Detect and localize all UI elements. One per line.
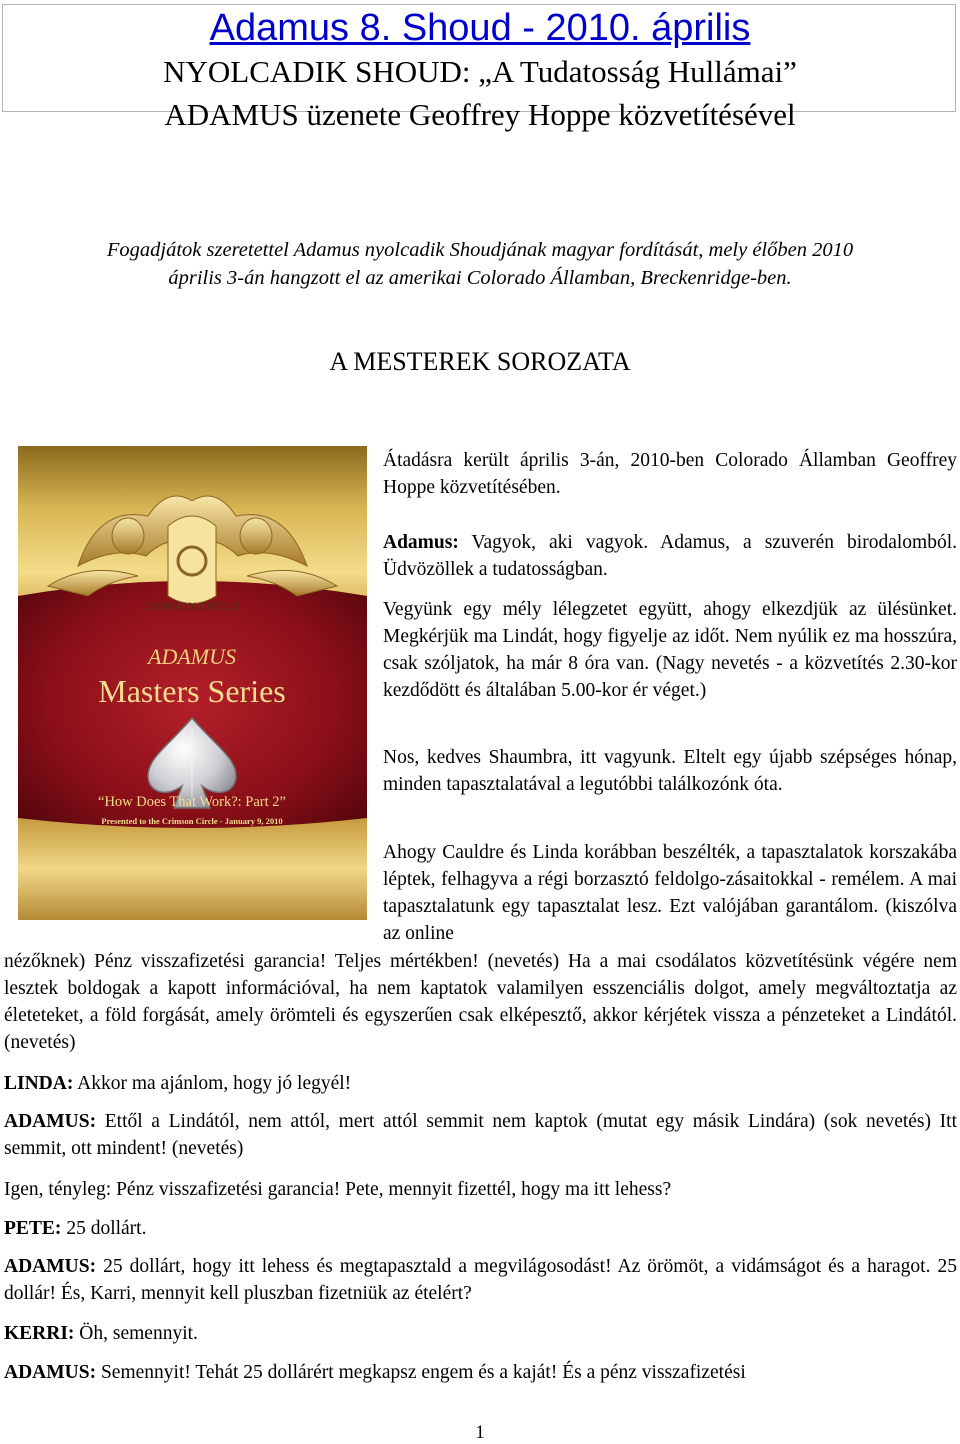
paragraph-experience-part1: Ahogy Cauldre és Linda korábban beszélték, a tapasztalatok korszakába léptek, felhagyva a régi borzasztó feldolgo-zásaitokkal - remélem. A mai tapasztalatunk egy tapasztalat lesz. Ezt valójában garantálom. (kiszólva az online [383, 842, 957, 944]
masters-series-cover-image [18, 446, 367, 920]
dialogue-linda [4, 1070, 957, 1097]
paragraph-adamus-intro [383, 529, 957, 583]
dialogue-adamus-3 [4, 1359, 957, 1386]
cover-brand-text: CRIMSON CIRCLE [144, 601, 240, 613]
speaker-label: ADAMUS: [4, 1111, 97, 1132]
document-subtitle-2: ADAMUS üzenete Geoffrey Hoppe közvetítésével [164, 97, 796, 132]
speaker-label: ADAMUS: [4, 1362, 97, 1383]
speaker-label: ADAMUS: [4, 1256, 97, 1277]
cover-presented-text: Presented to the Crimson Circle - January 9, 2010 [101, 816, 283, 826]
speaker-label: KERRI: [4, 1323, 75, 1344]
paragraph-breath: Vegyünk egy mély lélegzetet együtt, ahogy elkezdjük az ülésünket. Megkérjük ma Lindát, hogy figyelje az időt. Nem nyúlik ez ma hosszúra, csak szóljatok, ha már 8 óra van. (Nagy nevetés - a közvetítés 2.30-kor kezdődött és általában 5.00-kor ér véget.) [383, 599, 957, 701]
cover-logo-text: ADAMUS [148, 644, 236, 669]
intro-text [0, 236, 960, 292]
dialogue-pete [4, 1215, 957, 1242]
page-number: 1 [475, 1422, 485, 1443]
paragraph-refund: Igen, tényleg: Pénz visszafizetési garancia! Pete, mennyit fizettél, hogy ma itt lehess? [4, 1179, 672, 1200]
intro-line-2: április 3-án hangzott el az amerikai Colorado Államban, Breckenridge-ben. [168, 267, 792, 289]
paragraph-shaumbra: Nos, kedves Shaumbra, itt vagyunk. Eltelt egy újabb szépséges hónap, minden tapasztalatával a legutóbbi találkozónk óta. [383, 747, 957, 795]
dialogue-text: Akkor ma ajánlom, hogy jó legyél! [73, 1073, 352, 1094]
paragraph-experience-part2: nézőknek) Pénz visszafizetési garancia! Teljes mértékben! (nevetés) Ha a mai csodálatos közvetítésünk végére nem lesztek boldogak a kapott információval, ha nem kaptatok valamilyen esszenciális dolgot, amely megváltoztatja az életeteket, a föld forgását, amely örömteli és egyszerűen csak elképesztő, akkor kérjétek vissza a pénzeteket a Lindától. (nevetés) [4, 951, 957, 1053]
document-subtitle: NYOLCADIK SHOUD: „A Tudatosság Hullámai” [163, 54, 797, 89]
dialogue-text: Semennyit! Tehát 25 dollárért megkapsz engem és a kaját! És a pénz visszafizetési [96, 1362, 746, 1383]
dialogue-adamus-1 [4, 1108, 957, 1162]
speaker-label: Adamus: [383, 532, 459, 553]
dialogue-text: 25 dollárt, hogy itt lehess és megtapasztald a megvilágosodást! Az örömöt, a vidámságot és a haragot. 25 dollár! És, Karri, mennyit kell pluszban fizetniük az ételért? [4, 1256, 957, 1304]
dialogue-text: 25 dollárt. [61, 1218, 147, 1239]
dialogue-kerri [4, 1320, 957, 1347]
intro-line-1: Fogadjátok szeretettel Adamus nyolcadik Shoudjának magyar fordítását, mely élőben 2010 [106, 239, 854, 261]
cover-series-text: Masters Series [98, 673, 286, 709]
dialogue-adamus-2 [4, 1253, 957, 1307]
dialogue-text: Öh, semennyit. [74, 1323, 198, 1344]
cover-subtitle-text: “How Does That Work?: Part 2” [98, 794, 286, 810]
paragraph-text: Vagyok, aki vagyok. Adamus, a szuverén birodalomból. Üdvözöllek a tudatosságban. [383, 532, 957, 580]
dialogue-text: Ettől a Lindától, nem attól, mert attól semmit nem kaptok (mutat egy másik Lindára) (sok nevetés) Itt semmit, ott mindent! (nevetés) [4, 1111, 957, 1159]
document-title-link[interactable]: Adamus 8. Shoud - 2010. április [209, 7, 751, 49]
series-heading: A MESTEREK SOROZATA [329, 347, 631, 376]
speaker-label: LINDA: [4, 1073, 74, 1094]
paragraph-delivered: Átadásra került április 3-án, 2010-ben Colorado Államban Geoffrey Hoppe közvetítésében. [383, 450, 957, 498]
speaker-label: PETE: [4, 1218, 62, 1239]
